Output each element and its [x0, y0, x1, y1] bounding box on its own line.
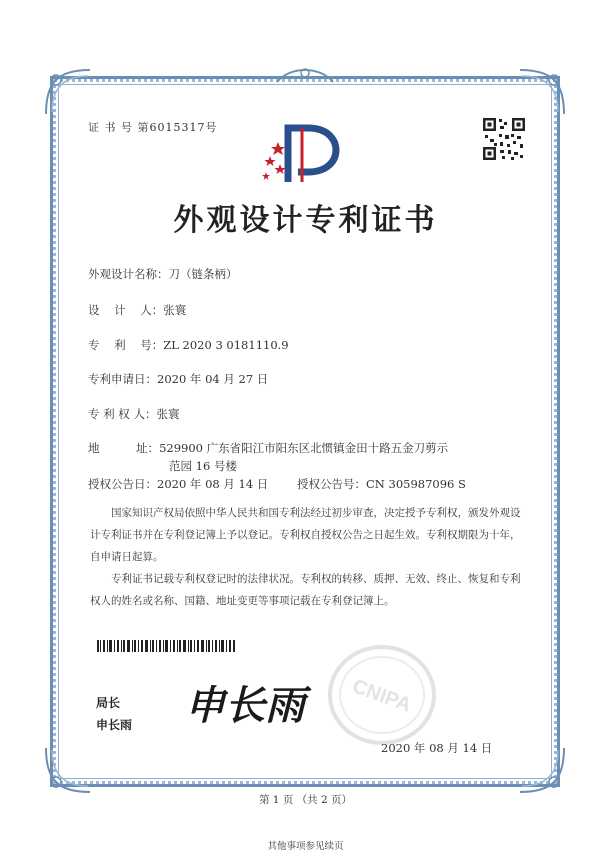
signature-text: 申长雨 — [185, 682, 305, 729]
certificate-title: 外观设计专利证书 — [173, 203, 438, 238]
field-label: 地 址： — [88, 441, 160, 455]
official-seal-watermark — [322, 640, 442, 750]
field-value: 张寰 — [156, 407, 180, 421]
certificate-number: 证 书 号 第6015317号 — [88, 121, 218, 134]
body-paragraph-grant: 国家知识产权局依照中华人民共和国专利法经过初步审查，决定授予专利权，颁发外观设计专利证书并在专利登记簿上予以登记。专利权自授权公告之日起生效。专利权期限为十年，自申请日起算。 — [90, 507, 521, 563]
barcode-icon — [97, 640, 237, 652]
seal-text: CNIPA — [349, 675, 414, 717]
field-address — [88, 440, 448, 456]
footer-note: 其他事项参见续页 — [267, 841, 344, 852]
corner-ornament-top-left — [38, 62, 98, 122]
page-number: 第 1 页 （共 2 页） — [258, 794, 353, 806]
director-title: 局长 — [96, 696, 121, 710]
field-value: ZL 2020 3 0181110.9 — [163, 338, 289, 352]
field-value: 2020 年 04 月 27 日 — [157, 372, 269, 386]
field-patent-number — [88, 337, 289, 353]
field-label: 授权公告日： — [88, 477, 157, 491]
corner-ornament-bottom-right — [512, 740, 572, 800]
field-label: 授权公告号： — [297, 477, 366, 491]
field-grant-number — [297, 476, 466, 492]
director-name: 申长雨 — [96, 718, 133, 732]
field-value: 529900 广东省阳江市阳东区北惯镇金田十路五金刀剪示 — [159, 441, 449, 455]
field-value: 刀（链条柄） — [168, 267, 238, 281]
field-value: 张寰 — [163, 303, 187, 317]
field-label: 专 利 权 人： — [88, 407, 157, 421]
handwritten-signature — [185, 675, 335, 730]
field-designer — [88, 302, 186, 318]
top-center-ornament — [275, 64, 335, 86]
field-label: 专利申请日： — [88, 372, 157, 386]
field-label: 专 利 号： — [88, 338, 164, 352]
cnipa-logo-icon — [258, 120, 348, 190]
field-grant-date — [88, 476, 268, 492]
body-paragraph-legal-status: 专利证书记载专利权登记时的法律状况。专利权的转移、质押、无效、终止、恢复和专利权人的姓名或名称、国籍、地址变更等事项记载在专利登记簿上。 — [90, 573, 521, 607]
field-label: 设 计 人： — [88, 303, 164, 317]
field-design-name — [88, 266, 238, 282]
qr-code-icon — [482, 117, 526, 161]
field-address-line2: 范园 16 号楼 — [169, 459, 237, 473]
corner-ornament-top-right — [512, 62, 572, 122]
signature-date: 2020 年 08 月 14 日 — [381, 741, 493, 755]
field-patentee — [88, 406, 179, 422]
field-application-date — [88, 371, 268, 387]
director-block — [96, 692, 132, 736]
field-label: 外观设计名称： — [88, 267, 169, 281]
field-value: 2020 年 08 月 14 日 — [157, 477, 269, 491]
corner-ornament-bottom-left — [38, 740, 98, 800]
field-value: CN 305987096 S — [366, 477, 466, 491]
